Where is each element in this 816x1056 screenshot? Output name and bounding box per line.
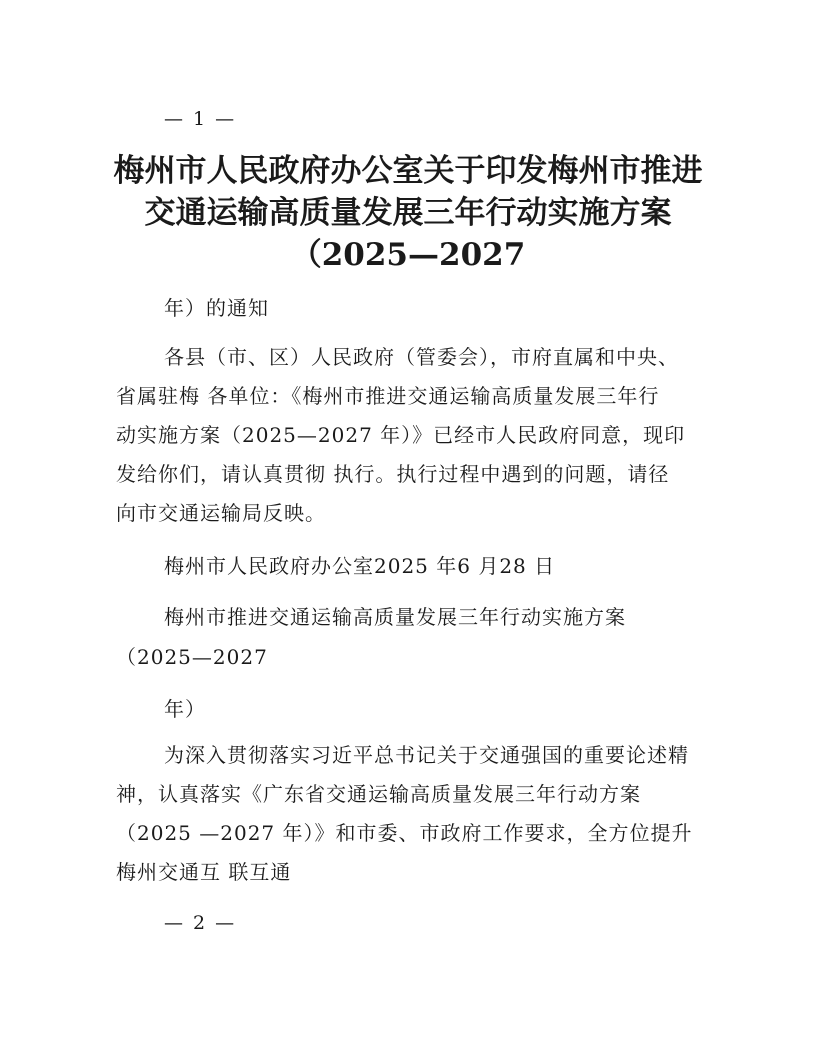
intro-paragraph [116, 736, 700, 892]
paragraph-line: 为深入贯彻落实习近平总书记关于交通强国的重要论述精 [164, 743, 689, 767]
paragraph-line: 向市交通运输局反映。 [116, 501, 326, 525]
paragraph-line: 省属驻梅 各单位：《梅州市推进交通运输高质量发展三年行 [116, 384, 660, 408]
paragraph-line: 梅州交通互 联互通 [116, 860, 292, 884]
plan-title-line: （2025—2027 [116, 645, 268, 669]
paragraph-line: 神，认真落实《广东省交通运输高质量发展三年行动方案 [116, 782, 641, 806]
plan-title-line: 年） [164, 697, 206, 721]
title-line: 交通运输高质量发展三年行动实施方案 [144, 195, 672, 231]
title-line: （2025—2027 [290, 237, 526, 273]
paragraph-line: 发给你们，请认真贯彻 执行。执行过程中遇到的问题，请径 [116, 462, 670, 486]
page-number-top: — 1 — [164, 108, 237, 130]
paragraph-line: 动实施方案（2025—2027 年）》已经市人民政府同意，现印 [116, 423, 686, 447]
document-title [110, 150, 706, 276]
plan-title-line: 梅州市推进交通运输高质量发展三年行动实施方案 [164, 605, 626, 629]
paragraph-line: 各县（市、区）人民政府（管委会），市府直属和中央、 [164, 345, 679, 369]
title-line: 梅州市人民政府办公室关于印发梅州市推进 [113, 153, 703, 189]
page-number-bottom: — 2 — [164, 912, 237, 934]
title-tail: 年）的通知 [164, 296, 269, 320]
notice-paragraph [116, 338, 700, 533]
signature-date: 梅州市人民政府办公室2025 年6 月28 日 [164, 554, 556, 578]
paragraph-line: （2025 —2027 年）》和市委、市政府工作要求，全方位提升 [116, 821, 693, 845]
